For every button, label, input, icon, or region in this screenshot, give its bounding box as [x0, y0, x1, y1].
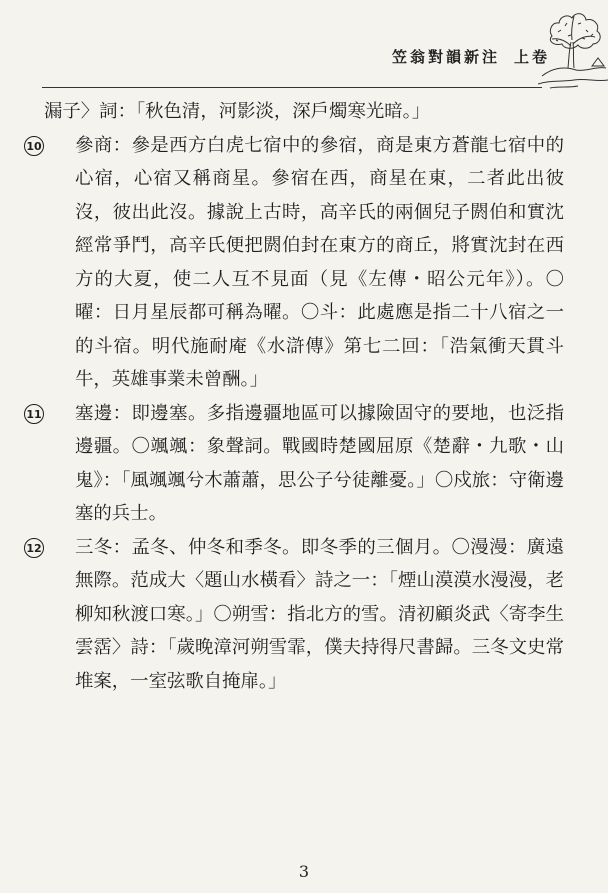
volume-label: 上卷: [513, 48, 550, 66]
header-title: [392, 46, 550, 67]
body-text: [26, 95, 564, 698]
note-text: 參商：參是西方白虎七宿中的參宿，商是東方蒼龍七宿中的心宿，心宿又稱商星。參宿在西，商星在東，二者此出彼沒，彼出此沒。據說上古時，高辛氏的兩個兒子閼伯和實沈經常爭鬥，高辛氏便把閼伯封在東方的商丘，將實沈封在西方的大夏，使二人互不見面（見《左傳・昭公元年》）。〇曜：日月星辰都可稱為曜。〇斗：此處應是指二十八宿之一的斗宿。明代施耐庵《水滸傳》第七二回：「浩氣衝天貫斗牛，英雄事業未曾酬。」: [75, 134, 564, 390]
note-number: 12: [24, 538, 44, 558]
book-title: 笠翁對韻新注: [391, 48, 500, 66]
note-10: [26, 129, 564, 397]
note-11: [26, 397, 564, 531]
note-12: [26, 531, 564, 699]
continuation-text: 漏子〉詞：「秋色清，河影淡，深戶燭寒光暗。」: [44, 101, 431, 122]
page-number: 3: [298, 862, 310, 881]
running-header: [40, 40, 560, 70]
note-text: 塞邊：即邊塞。多指邊疆地區可以據險固守的要地，也泛指邊疆。〇颯颯：象聲詞。戰國時楚國屈原《楚辭・九歌・山鬼》：「風颯颯兮木蕭蕭，思公子兮徒離憂。」〇戍旅：守衛邊塞的兵士。: [75, 402, 564, 524]
header-rule: [42, 87, 542, 88]
note-text: 三冬：孟冬、仲冬和季冬。即冬季的三個月。〇漫漫：廣遠無際。范成大〈題山水橫看〉詩之一：「煙山漠漠水漫漫，老柳知秋渡口寒。」〇朔雪：指北方的雪。清初顧炎武〈寄李生雲霑〉詩：「歲晚漳河朔雪霏，僕夫持得尺書歸。三冬文史常堆案，一室弦歌自掩扉。」: [75, 536, 564, 692]
note-number: 10: [24, 136, 44, 156]
tree-landscape-icon: [538, 6, 608, 90]
note-number: 11: [24, 404, 44, 424]
